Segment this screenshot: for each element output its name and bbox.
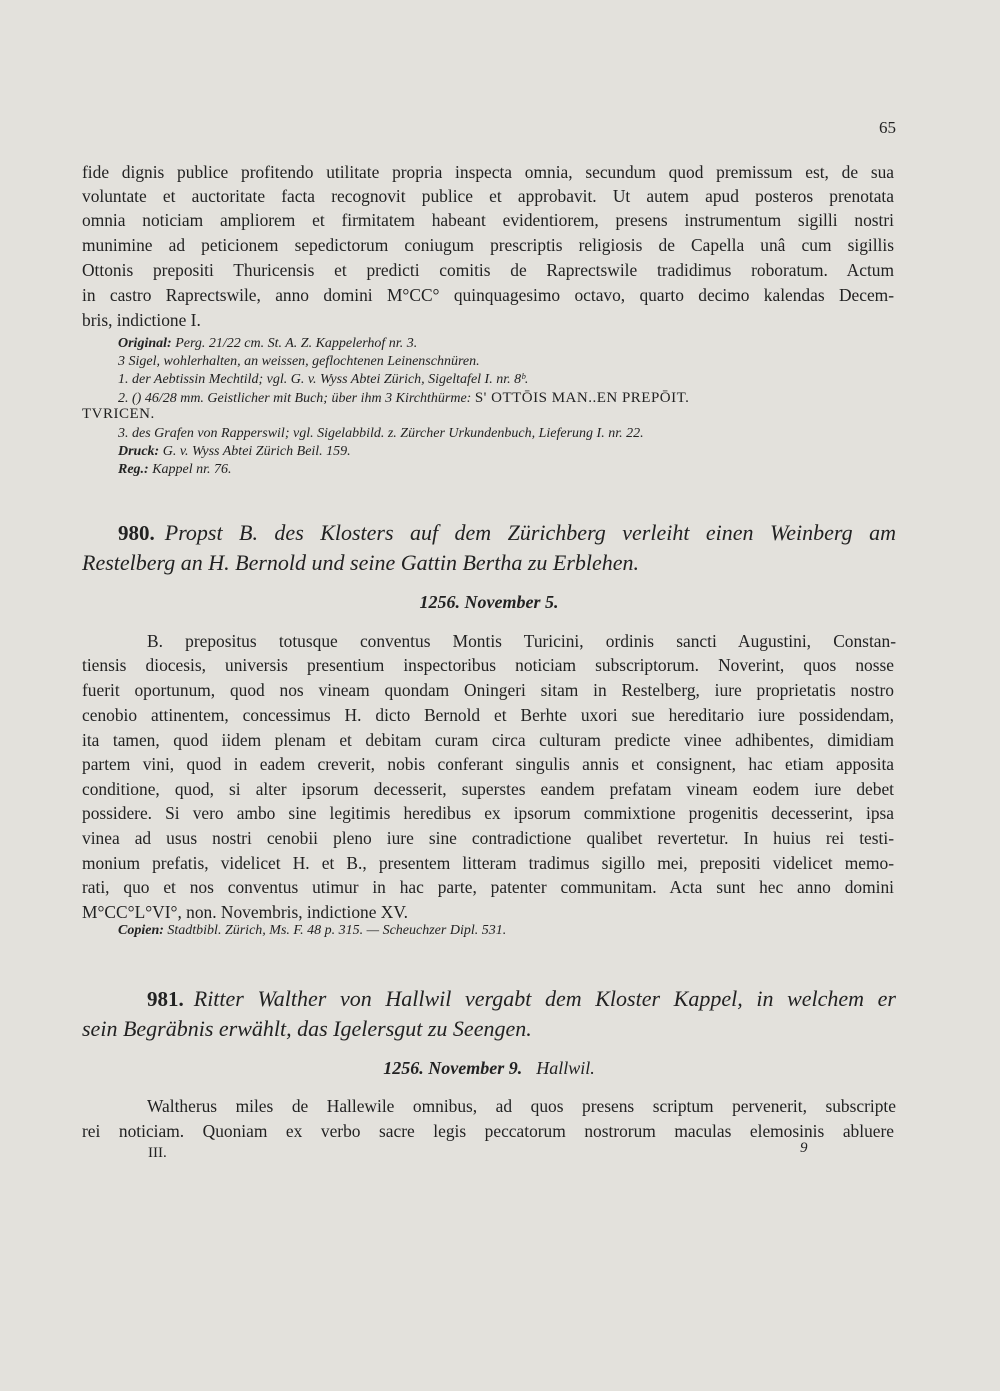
text-line: Ottonis prepositi Thuricensis et predicti comitis de Raprectswile tradidimus roboratum. Actum	[82, 260, 894, 280]
text-line: in castro Raprectswile, anno domini M°CC° quinquagesimo octavo, quarto decimo kalendas Decem-	[82, 285, 894, 305]
text-line: ita tamen, quod iidem plenam et debitam curam circa culturam predicte vinee adhibentes, dimidiam	[82, 730, 894, 750]
seal2-legend-cont: TVRICEN.	[82, 406, 155, 422]
doc980-date: 1256. November 5.	[419, 592, 559, 612]
note-druck	[118, 443, 898, 461]
note-seals: 3 Sigel, wohlerhalten, an weissen, geflochtenen Leinenschnüren.	[118, 354, 480, 369]
doc981-number: 981.	[147, 987, 184, 1011]
doc981-date-line	[82, 1058, 896, 1079]
text-line: tiensis diocesis, universis presentium inspectoribus noticiam subscriptorum. Noverint, quos nosse	[82, 655, 894, 675]
doc980-number: 980.	[118, 521, 155, 545]
text-line: monium prefatis, videlicet H. et B., presentem litteram tradimus sigillo mei, prepositi videlicet memo-	[82, 853, 894, 873]
doc980-title-line1	[118, 519, 896, 547]
text-line: fuerit oportunum, quod nos vineam quondam Oningeri sitam in Restelberg, iure proprietatis nostro	[82, 680, 894, 700]
text-line: conditione, quod, si alter ipsorum decesserit, superstes eandem prefatam vineam eodem iure debet	[82, 779, 894, 799]
original-label: Original:	[118, 336, 172, 351]
text-line: possidere. Si vero ambo sine legitimis heredibus ex ipsorum commixtione progenitis decesserint, ipsa	[82, 803, 894, 823]
druck-label: Druck:	[118, 444, 160, 459]
seal2-legend: S' OTTŌIS MAN..EN PREPŌIT.	[474, 390, 690, 406]
text-line: vinea ad usus nostri cenobii pleno iure sine contradictione qualibet revertetur. In huius rei testi-	[82, 828, 894, 848]
text-line: cenobio attinentem, concessimus H. dicto Bernold et Berhte uxori sue hereditario iure possidendam,	[82, 705, 894, 725]
text-line: bris, indictione I.	[82, 310, 201, 330]
original-text: Perg. 21/22 cm. St. A. Z. Kappelerhof nr. 3.	[175, 336, 418, 351]
note-reg	[118, 461, 898, 479]
text-line: omnia noticiam ampliorem et firmitatem habeant evidentiorem, presens instrumentum sigilli nostri	[82, 210, 894, 230]
doc981-place: Hallwil.	[536, 1058, 595, 1078]
doc981-title-line2: sein Begräbnis erwählt, das Igelersgut zu Seengen.	[82, 1016, 532, 1041]
seal2-description: 2. () 46/28 mm. Geistlicher mit Buch; über ihm 3 Kirchthürme:	[118, 391, 472, 406]
note-original	[118, 335, 898, 353]
text-line: rati, quo et nos conventus utimur in hac parte, patenter communitam. Acta sunt hec anno domini	[82, 877, 894, 897]
text-line: voluntate et auctoritate facta recognovit publice et approbavit. Ut autem apud posteros prenotata	[82, 186, 894, 206]
copien-label: Copien:	[118, 923, 164, 938]
doc980-copien	[118, 922, 898, 940]
sheet-signature: 9	[800, 1140, 808, 1156]
doc980-title-line2: Restelberg an H. Bernold und seine Gattin Bertha zu Erblehen.	[82, 550, 640, 575]
text-line: munimine ad peticionem sepedictorum coniugum prescriptis religiosis de Capella unâ cum sigillis	[82, 235, 894, 255]
druck-text: G. v. Wyss Abtei Zürich Beil. 159.	[162, 444, 351, 459]
text-line: B. prepositus totusque conventus Montis Turicini, ordinis sancti Augustini, Constan-	[147, 631, 896, 651]
text-line: Waltherus miles de Hallewile omnibus, ad quos presens scriptum pervenerit, subscripte	[147, 1096, 896, 1116]
page-number: 65	[879, 118, 896, 137]
note-seal-3: 3. des Grafen von Rapperswil; vgl. Sigelabbild. z. Zürcher Urkundenbuch, Lieferung I. nr. 22.	[118, 426, 644, 441]
doc980-title: Propst B. des Klosters auf dem Zürichberg verleiht einen Weinberg am	[164, 520, 896, 545]
doc981-date: 1256. November 9.	[383, 1058, 523, 1078]
doc981-title: Ritter Walther von Hallwil vergabt dem Kloster Kappel, in welchem er	[193, 986, 896, 1011]
text-line: rei noticiam. Quoniam ex verbo sacre legis peccatorum nostrorum maculas elemosinis abluere	[82, 1121, 894, 1141]
note-seal-1: 1. der Aebtissin Mechtild; vgl. G. v. Wyss Abtei Zürich, Sigeltafel I. nr. 8ᵇ.	[118, 372, 529, 387]
reg-text: Kappel nr. 76.	[152, 462, 232, 477]
text-line: fide dignis publice profitendo utilitate propria inspecta omnia, secundum quod premissum est, de sua	[82, 162, 894, 182]
copien-text: Stadtbibl. Zürich, Ms. F. 48 p. 315. — Scheuchzer Dipl. 531.	[167, 923, 507, 938]
text-line: M°CC°L°VI°, non. Novembris, indictione XV.	[82, 902, 409, 922]
doc981-title-line1	[147, 985, 896, 1013]
text-line: partem vini, quod in eadem creverit, nobis conferant singulis annis et consignent, hac etiam apposita	[82, 754, 894, 774]
volume-mark: III.	[148, 1145, 167, 1161]
reg-label: Reg.:	[118, 462, 149, 477]
